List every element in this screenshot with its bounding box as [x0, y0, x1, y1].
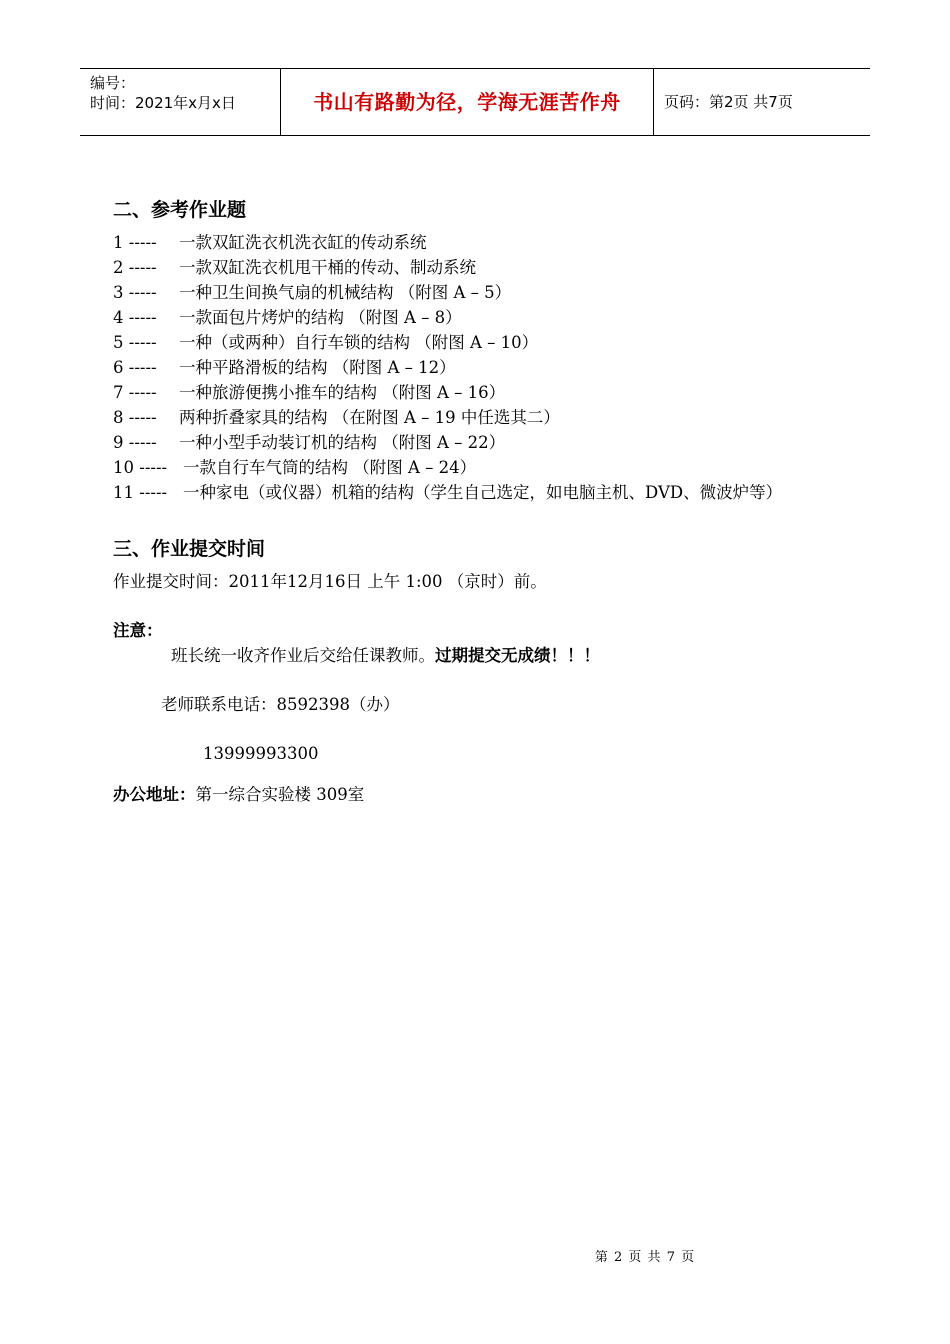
list-item-text: 两种折叠家具的结构 （在附图 A – 19 中任选其二）: [179, 408, 560, 427]
list-item: [113, 380, 853, 405]
list-item: [113, 355, 853, 380]
homework-list: [113, 230, 853, 505]
list-item-number: 10 -----: [113, 458, 168, 477]
section2-title: 二、参考作业题: [113, 199, 247, 221]
notice-text: 班长统一收齐作业后交给任课教师。: [171, 646, 435, 665]
list-item: [113, 305, 853, 330]
list-item-text: 一款自行车气筒的结构 （附图 A – 24）: [183, 458, 477, 477]
page-header: [80, 68, 870, 136]
list-item-text: 一种卫生间换气扇的机械结构 （附图 A – 5）: [179, 283, 512, 302]
header-time: 时间：2021年x月x日: [90, 94, 236, 113]
list-item-text: 一种家电（或仪器）机箱的结构（学生自己选定，如电脑主机、DVD、微波炉等）: [183, 483, 783, 502]
list-item-text: 一款面包片烤炉的结构 （附图 A – 8）: [179, 308, 462, 327]
list-item-number: 11 -----: [113, 483, 168, 502]
list-item-text: 一种（或两种）自行车锁的结构 （附图 A – 10）: [179, 333, 539, 352]
office-address: [113, 782, 853, 807]
notice-warning: 过期提交无成绩！！！: [435, 646, 600, 665]
list-item-number: 5 -----: [113, 333, 157, 352]
header-motto: 书山有路勤为径，学海无涯苦作舟: [281, 69, 654, 135]
list-item: [113, 455, 853, 480]
list-item-number: 9 -----: [113, 433, 157, 452]
list-item-number: 8 -----: [113, 408, 157, 427]
list-item-text: 一款双缸洗衣机洗衣缸的传动系统: [179, 233, 427, 252]
office-label: 办公地址：: [113, 785, 196, 804]
list-item: [113, 230, 853, 255]
list-item-number: 6 -----: [113, 358, 157, 377]
page-footer: 第 2 页 共 7 页: [594, 1250, 696, 1265]
list-item-text: 一种旅游便携小推车的结构 （附图 A – 16）: [179, 383, 506, 402]
header-meta: [80, 69, 281, 135]
header-number: 编号：: [90, 74, 136, 92]
list-item: [113, 430, 853, 455]
list-item-text: 一种小型手动装订机的结构 （附图 A – 22）: [179, 433, 506, 452]
list-item-number: 7 -----: [113, 383, 157, 402]
teacher-phone: 老师联系电话：8592398（办）: [161, 695, 400, 714]
document-body: [113, 190, 853, 807]
section3-title: 三、作业提交时间: [113, 538, 266, 560]
notice-title: 注意：: [113, 621, 163, 640]
header-page-info: 页码：第2页 共7页: [664, 92, 793, 111]
list-item-text: 一种平路滑板的结构 （附图 A – 12）: [179, 358, 456, 377]
list-item: [113, 480, 853, 505]
teacher-mobile: 13999993300: [203, 744, 319, 763]
list-item: [113, 280, 853, 305]
notice-line: [113, 643, 853, 668]
list-item-number: 2 -----: [113, 258, 157, 277]
list-item-text: 一款双缸洗衣机甩干桶的传动、制动系统: [179, 258, 476, 277]
list-item: [113, 255, 853, 280]
list-item: [113, 330, 853, 355]
office-value: 第一综合实验楼 309室: [195, 785, 365, 804]
list-item-number: 1 -----: [113, 233, 157, 252]
list-item: [113, 405, 853, 430]
submit-time: 作业提交时间：2011年12月16日 上午 1:00 （京时）前。: [113, 572, 547, 591]
list-item-number: 4 -----: [113, 308, 157, 327]
list-item-number: 3 -----: [113, 283, 157, 302]
